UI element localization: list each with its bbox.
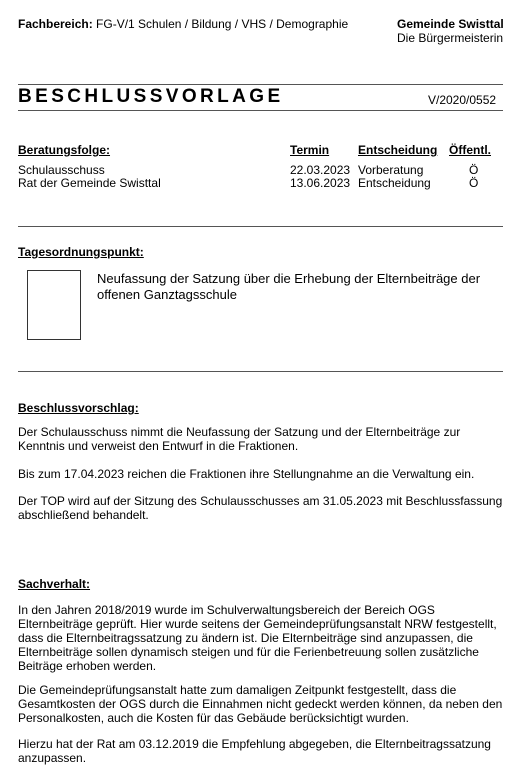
beschlussvorschlag-paragraph: Der TOP wird auf der Sitzung des Schulausschusses am 31.05.2023 mit Beschlussfassung abschließend behandelt. [18, 494, 503, 522]
sachverhalt-paragraph: Hierzu hat der Rat am 03.12.2019 die Empfehlung abgegeben, die Elternbeitragssatzung anzupassen. [18, 737, 491, 765]
table-row-termin: 13.06.2023 [290, 176, 351, 190]
sachverhalt-paragraph: Die Gemeindeprüfungsanstalt hatte zum damaligen Zeitpunkt festgestellt, dass die Gesamtkosten der OGS durch die Einnahmen nicht gedeckt werden können, da neben den Personalkosten, auch die Kosten für das Gebäude berücksichtigt wurden. [18, 683, 503, 725]
fachbereich-value: FG-V/1 Schulen / Bildung / VHS / Demographie [96, 17, 349, 31]
oeffentl-header: Öffentl. [449, 143, 491, 157]
vorlage-number: V/2020/0552 [428, 93, 497, 107]
table-row-gremium: Schulausschuss [18, 163, 105, 177]
table-row-entscheidung: Vorberatung [358, 163, 424, 177]
table-row-entscheidung: Entscheidung [358, 176, 431, 190]
table-row-gremium: Rat der Gemeinde Swisttal [18, 176, 161, 190]
termin-header: Termin [290, 143, 330, 157]
table-row-oeffentl: Ö [469, 163, 479, 177]
sachverhalt-heading: Sachverhalt: [18, 577, 91, 591]
fachbereich-label: Fachbereich: [18, 17, 93, 31]
beschlussvorschlag-paragraph: Bis zum 17.04.2023 reichen die Fraktionen ihre Stellungnahme an die Verwaltung ein. [18, 467, 475, 481]
sachverhalt-paragraph: In den Jahren 2018/2019 wurde im Schulverwaltungsbereich der Bereich OGS Elternbeiträge geprüft. Hier wurde seitens der Gemeindeprüfungsanstalt NRW festgestellt, dass die Elternbeitragssatzung zu ändern ist. Die Elternbeiträge sind anzupassen, die Elternbeiträge sollen dynamisch steigen und für die Ferienbetreuung sollen zusätzliche Beiträge erhoben werden. [18, 603, 497, 673]
document-title: BESCHLUSSVORLAGE [18, 86, 284, 107]
buergermeisterin: Die Bürgermeisterin [397, 31, 504, 45]
section-rule [18, 371, 503, 372]
section-rule [18, 226, 503, 227]
table-row-termin: 22.03.2023 [290, 163, 351, 177]
fachbereich [18, 17, 348, 31]
top-text: Neufassung der Satzung über die Erhebung der Elternbeiträge der offenen Ganztagsschule [97, 271, 481, 302]
beschlussvorschlag-paragraph: Der Schulausschuss nimmt die Neufassung der Satzung und der Elternbeiträge zur Kenntnis und verweist den Entwurf in die Fraktionen. [18, 425, 461, 453]
title-rule-bottom [18, 110, 503, 111]
title-rule-top [18, 84, 503, 85]
top-number-box [27, 270, 81, 340]
beratungsfolge-header: Beratungsfolge: [18, 143, 111, 157]
entscheidung-header: Entscheidung [358, 143, 438, 157]
beschlussvorschlag-heading: Beschlussvorschlag: [18, 401, 139, 415]
top-heading: Tagesordnungspunkt: [18, 245, 144, 259]
table-row-oeffentl: Ö [469, 176, 479, 190]
gemeinde-name: Gemeinde Swisttal [397, 17, 504, 31]
